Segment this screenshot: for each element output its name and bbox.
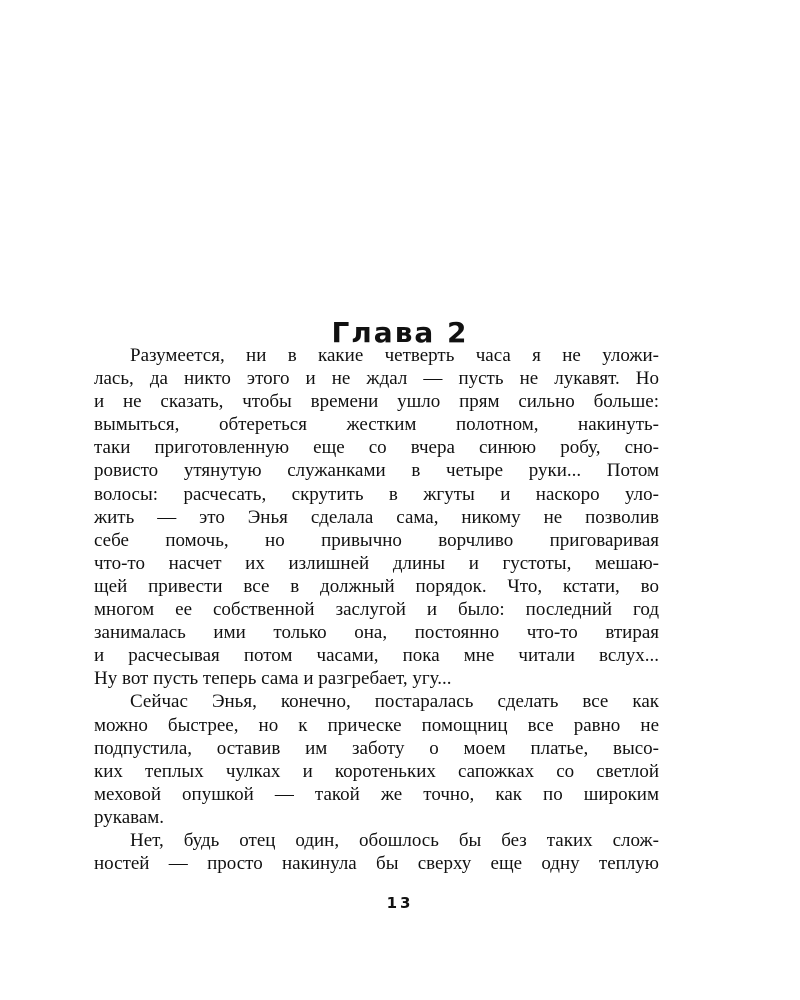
text-line: что-то насчет их излишней длины и густоты, мешаю- <box>94 552 659 574</box>
text-line: ких теплых чулках и коротеньких сапожках со светлой <box>94 760 659 782</box>
text-line: ровисто утянутую служанками в четыре руки... Потом <box>94 460 659 482</box>
text-line: Нет, будь отец один, обошлось бы без таких слож- <box>130 829 659 851</box>
text-line: рукавам. <box>94 806 165 828</box>
text-line: себе помочь, но привычно ворчливо приговаривая <box>94 529 659 551</box>
text-line: таки приготовленную еще со вчера синюю робу, сно- <box>94 437 659 459</box>
text-line: и расчесывая потом часами, пока мне читали вслух... <box>94 645 659 667</box>
text-line: Разумеется, ни в какие четверть часа я не уложи- <box>130 345 659 366</box>
text-line: лась, да никто этого и не ждал — пусть не лукавят. Но <box>94 368 659 390</box>
page-number: 13 <box>386 894 414 912</box>
text-line: щей привести все в должный порядок. Что, кстати, во <box>94 575 659 597</box>
text-line: занималась ими только она, постоянно что-то втирая <box>94 622 659 644</box>
text-line: вымыться, обтереться жестким полотном, накинуть- <box>94 414 659 436</box>
text-line: ностей — просто накинула бы сверху еще одну теплую <box>94 853 659 875</box>
text-line: и не сказать, чтобы времени ушло прям сильно больше: <box>94 391 659 413</box>
text-line: волосы: расчесать, скрутить в жгуты и наскоро уло- <box>94 483 659 505</box>
text-line: подпустила, оставив им заботу о моем платье, высо- <box>94 737 659 759</box>
text-line: меховой опушкой — такой же точно, как по широким <box>94 783 659 805</box>
text-line: Сейчас Энья, конечно, постаралась сделать все как <box>130 691 659 713</box>
text-line: можно быстрее, но к прическе помощниц все равно не <box>94 714 659 736</box>
text-line: многом ее собственной заслугой и было: последний год <box>94 599 659 621</box>
text-line: жить — это Энья сделала сама, никому не позволив <box>94 506 659 528</box>
chapter-title: Глава 2 <box>331 315 469 349</box>
text-line: Ну вот пусть теперь сама и разгребает, угу... <box>94 668 452 690</box>
body-text <box>94 344 659 875</box>
